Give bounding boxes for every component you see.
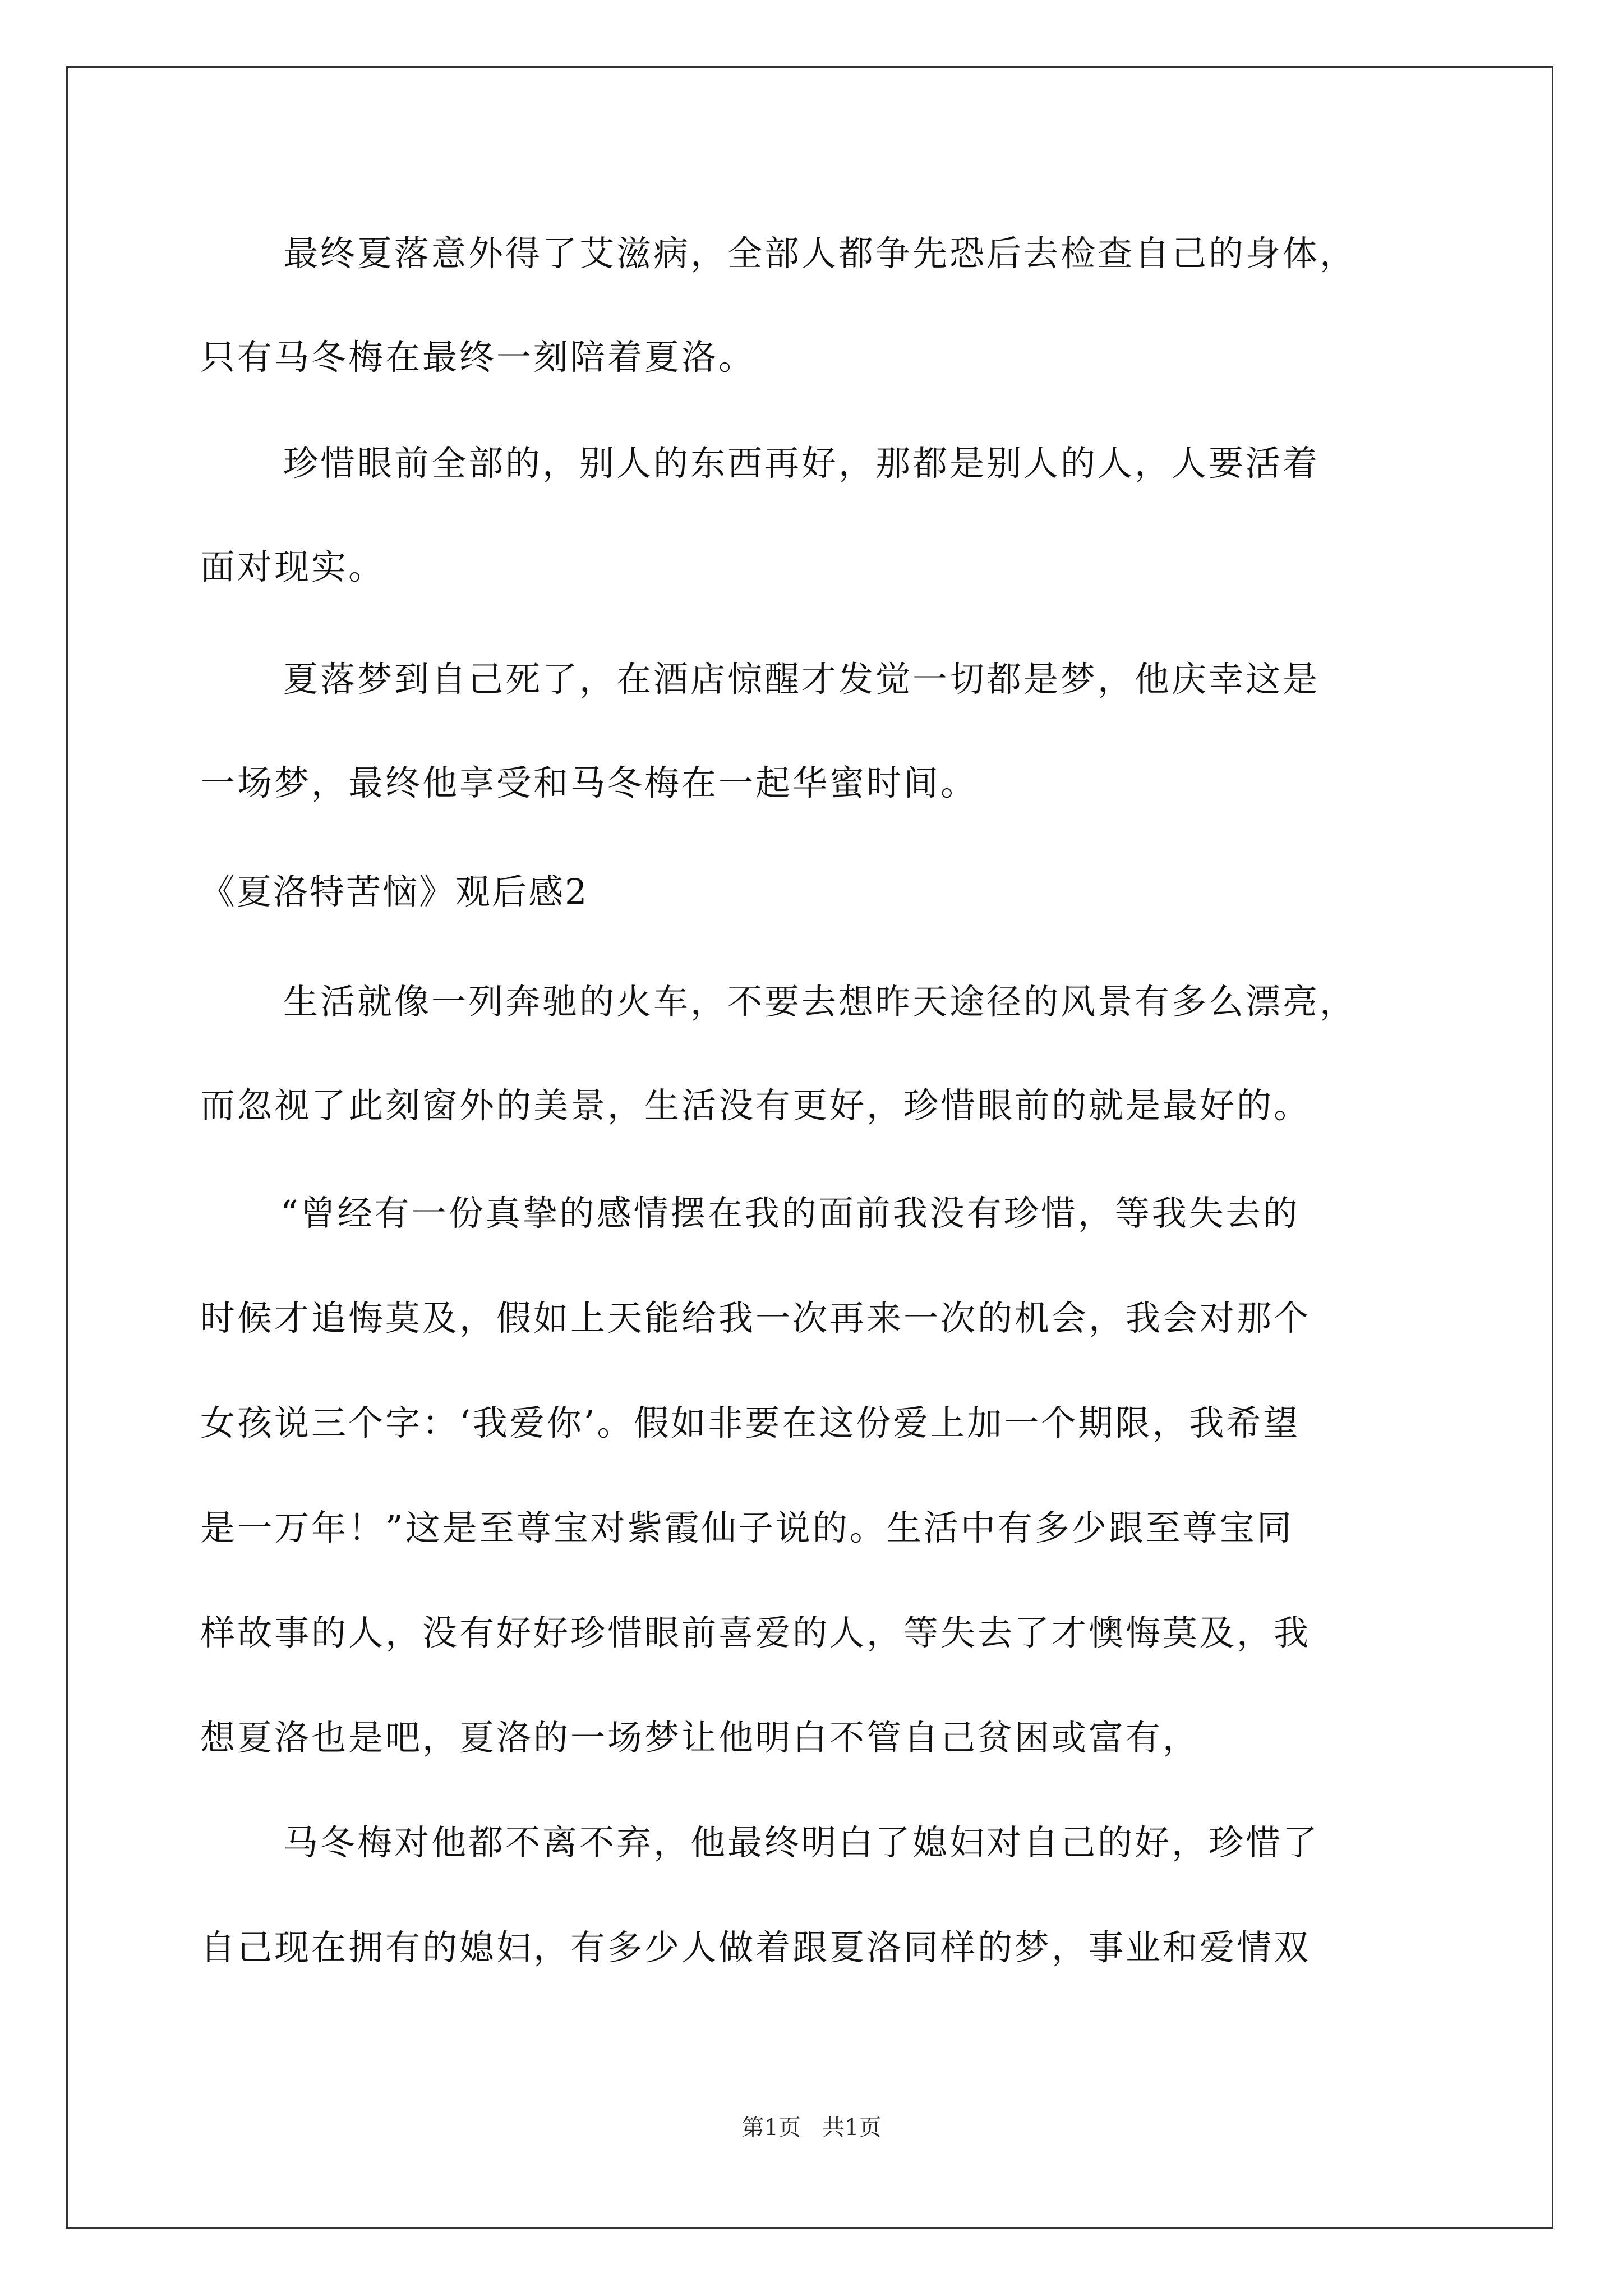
paragraph-line: “曾经有一份真挚的感情摆在我的面前我没有珍惜，等我失去的	[280, 1193, 1300, 1234]
paragraph-line: 生活就像一列奔驰的火车，不要去想昨天途径的风景有多么漂亮，	[283, 981, 1357, 1022]
paragraph-line: 面对现实。	[200, 546, 386, 587]
paragraph-line: 最终夏落意外得了艾滋病，全部人都争先恐后去检查自己的身体，	[283, 233, 1357, 274]
paragraph-line: 马冬梅对他都不离不弃，他最终明白了媳妇对自己的好，珍惜了	[283, 1822, 1320, 1863]
section-heading: 《夏洛特苦恼》观后感2	[200, 871, 589, 912]
paragraph-line: 只有马冬梅在最终一刻陪着夏洛。	[200, 337, 756, 378]
paragraph-line: 夏落梦到自己死了，在酒店惊醒才发觉一切都是梦，他庆幸这是	[283, 659, 1320, 700]
paragraph-line: 一场梦，最终他享受和马冬梅在一起华蜜时间。	[200, 762, 978, 803]
paragraph-line: 时候才追悔莫及，假如上天能给我一次再来一次的机会，我会对那个	[200, 1297, 1311, 1338]
paragraph-line: 女孩说三个字：‘我爱你’。假如非要在这份爱上加一个期限，我希望	[200, 1402, 1301, 1443]
paragraph-line: 珍惜眼前全部的，别人的东西再好，那都是别人的人，人要活着	[283, 443, 1320, 484]
paragraph-line: 而忽视了此刻窗外的美景，生活没有更好，珍惜眼前的就是最好的。	[200, 1085, 1311, 1126]
paragraph-line: 自己现在拥有的媳妇，有多少人做着跟夏洛同样的梦，事业和爱情双	[200, 1927, 1311, 1968]
page-footer: 第1页 共1页	[741, 2115, 882, 2141]
paragraph-line: 样故事的人，没有好好珍惜眼前喜爱的人，等失去了才懊悔莫及，我	[200, 1612, 1311, 1653]
paragraph-line: 想夏洛也是吧，夏洛的一场梦让他明白不管自己贫困或富有，	[200, 1717, 1200, 1758]
paragraph-line: 是一万年！”这是至尊宝对紫霞仙子说的。生活中有多少跟至尊宝同	[200, 1507, 1294, 1548]
page-border	[66, 66, 1553, 2229]
